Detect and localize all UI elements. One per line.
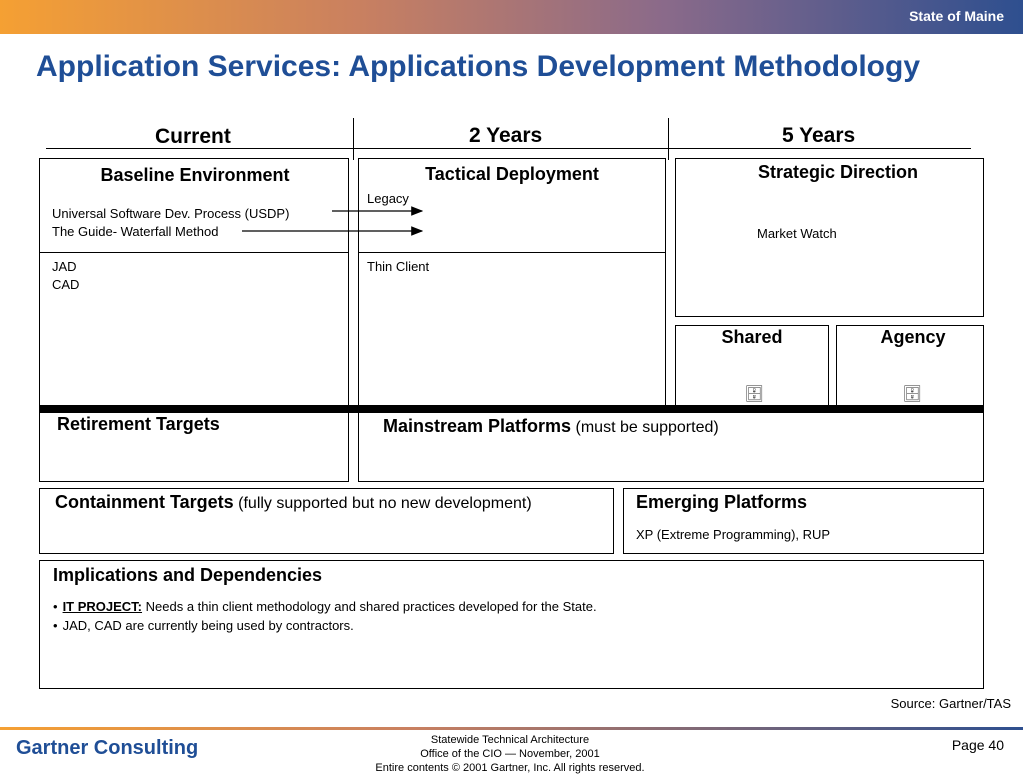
footer-rule: [0, 727, 1023, 730]
contractors-text: JAD, CAD are currently being used by contractors.: [62, 618, 354, 633]
footer-brand: Gartner Consulting: [16, 737, 199, 759]
page-number: Page 40: [951, 737, 1004, 753]
footer-line-3: Entire contents © 2001 Gartner, Inc. All rights reserved.: [375, 762, 645, 774]
implication-item-it-project: [53, 597, 597, 616]
containment-heading: [55, 492, 532, 513]
containment-title: Containment Targets: [55, 492, 234, 512]
page-title: Application Services: Applications Development Methodology: [36, 50, 921, 83]
mainstream-title: Mainstream Platforms: [383, 416, 572, 436]
footer-line-2: Office of the CIO — November, 2001: [420, 748, 600, 760]
document-icon: 🗄: [902, 386, 923, 403]
strategic-item-market-watch: Market Watch: [757, 226, 837, 241]
footer-info: [340, 733, 680, 775]
baseline-item-cad: CAD: [52, 277, 80, 292]
emerging-item: XP (Extreme Programming), RUP: [636, 527, 831, 542]
column-current: Current: [155, 125, 231, 148]
mainstream-note: (must be supported): [575, 419, 719, 436]
baseline-item-jad: JAD: [52, 259, 77, 274]
baseline-title: Baseline Environment: [100, 165, 290, 185]
containment-note: (fully supported but no new development): [238, 495, 532, 512]
column-five-years: 5 Years: [782, 124, 856, 147]
tactical-title: Tactical Deployment: [425, 164, 599, 184]
it-project-label: IT PROJECT:: [62, 599, 143, 614]
shared-title: Shared: [721, 327, 783, 347]
implications-title: Implications and Dependencies: [53, 565, 323, 585]
baseline-item-usdp: Universal Software Dev. Process (USDP): [52, 206, 290, 221]
implication-item-contractors: [53, 616, 597, 635]
strategic-title: Strategic Direction: [757, 162, 919, 182]
it-project-text: Needs a thin client methodology and shared practices developed for the State.: [142, 599, 597, 614]
column-two-years: 2 Years: [469, 124, 543, 147]
agency-title: Agency: [880, 327, 946, 347]
emerging-title: Emerging Platforms: [636, 492, 808, 512]
source-note: Source: Gartner/TAS: [890, 696, 1011, 711]
org-label: State of Maine: [909, 8, 1004, 24]
retirement-title: Retirement Targets: [57, 414, 220, 434]
tactical-item-legacy: Legacy: [367, 191, 409, 206]
mainstream-heading: [383, 416, 719, 437]
document-icon: 🗄: [744, 386, 765, 403]
implications-list: [53, 597, 597, 635]
baseline-item-guide: The Guide- Waterfall Method: [52, 224, 219, 239]
tactical-item-thin-client: Thin Client: [367, 259, 430, 274]
footer-line-1: Statewide Technical Architecture: [430, 734, 590, 746]
